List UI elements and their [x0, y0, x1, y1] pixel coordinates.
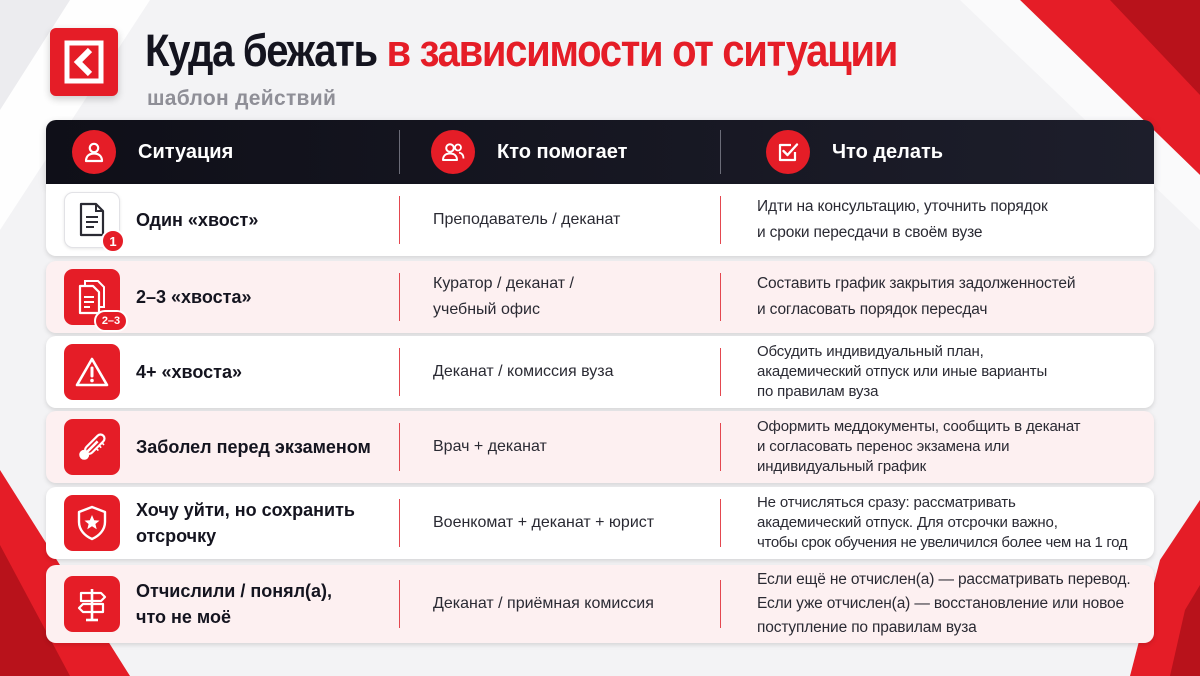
row-divider: [399, 423, 400, 471]
row-helper: Деканат / комиссия вуза: [433, 363, 614, 381]
row-divider: [720, 580, 721, 628]
table-row: [46, 261, 1154, 333]
column-divider: [720, 130, 721, 174]
table-row: [46, 411, 1154, 483]
table-row: [46, 487, 1154, 559]
row-situation: 2–3 «хвоста»: [136, 286, 252, 307]
warning-icon: [64, 344, 120, 400]
brand-logo: [50, 28, 118, 96]
row-situation: 4+ «хвоста»: [136, 361, 242, 382]
row-divider: [720, 423, 721, 471]
row-situation: Заболел перед экзаменом: [136, 436, 371, 457]
table-row: [46, 565, 1154, 643]
row-divider: [399, 273, 400, 321]
page-title: [145, 24, 897, 78]
thermometer-icon: [64, 419, 120, 475]
documents-icon: [64, 269, 120, 325]
column-label-situation: Ситуация: [138, 140, 234, 163]
row-divider: [399, 580, 400, 628]
column-header-todo: [766, 120, 943, 184]
title-part-1: Куда бежать: [145, 25, 377, 76]
column-header-situation: [72, 120, 233, 184]
column-header-helper: [431, 120, 627, 184]
column-divider: [399, 130, 400, 174]
count-badge: 2–3: [94, 310, 128, 332]
row-todo: Обсудить индивидуальный план, академический отпуск или иные варианты по правилам вуза: [757, 342, 1048, 401]
shield-star-icon: [64, 495, 120, 551]
row-divider: [720, 196, 721, 244]
page-subtitle: шаблон действий: [147, 87, 337, 110]
row-helper: Куратор / деканат / учебный офис: [433, 275, 574, 318]
signpost-icon: [64, 576, 120, 632]
table-header: [46, 120, 1154, 184]
row-todo: Оформить меддокументы, сообщить в деканат и согласовать перенос экзамена или индивидуальный график: [757, 417, 1081, 476]
row-divider: [720, 499, 721, 547]
checkbox-icon: [766, 130, 810, 174]
row-divider: [720, 273, 721, 321]
row-helper: Деканат / приёмная комиссия: [433, 595, 654, 613]
row-helper: Врач + деканат: [433, 438, 547, 456]
users-icon: [431, 130, 475, 174]
title-part-2: в зависимости от ситуации: [386, 25, 897, 76]
row-divider: [399, 499, 400, 547]
row-situation: Один «хвост»: [136, 209, 259, 230]
row-divider: [399, 196, 400, 244]
row-todo: Идти на консультацию, уточнить порядок и сроки пересдачи в своём вузе: [757, 197, 1048, 241]
row-todo: Составить график закрытия задолженностей и согласовать порядок пересдач: [757, 274, 1076, 318]
row-helper: Военкомат + деканат + юрист: [433, 514, 655, 532]
row-situation: Отчислили / понял(а), что не моё: [136, 580, 333, 627]
count-badge: 1: [101, 229, 125, 253]
document-icon: [64, 192, 120, 248]
row-todo: Не отчисляться сразу: рассматривать академический отпуск. Для отсрочки важно, чтобы срок обучения не увеличился более чем на 1 год: [757, 493, 1128, 552]
row-helper: Преподаватель / деканат: [433, 211, 621, 229]
table-row: [46, 184, 1154, 256]
row-todo: Если ещё не отчислен(а) — рассматривать перевод. Если уже отчислен(а) — восстановление или новое поступление по правилам вуза: [757, 570, 1131, 636]
column-label-todo: Что делать: [832, 140, 944, 163]
column-label-helper: Кто помогает: [497, 140, 628, 163]
row-situation: Хочу уйти, но сохранить отсрочку: [136, 499, 355, 546]
row-divider: [720, 348, 721, 396]
chevron-left-icon: [64, 40, 104, 84]
table-row: [46, 336, 1154, 408]
user-icon: [72, 130, 116, 174]
row-divider: [399, 348, 400, 396]
